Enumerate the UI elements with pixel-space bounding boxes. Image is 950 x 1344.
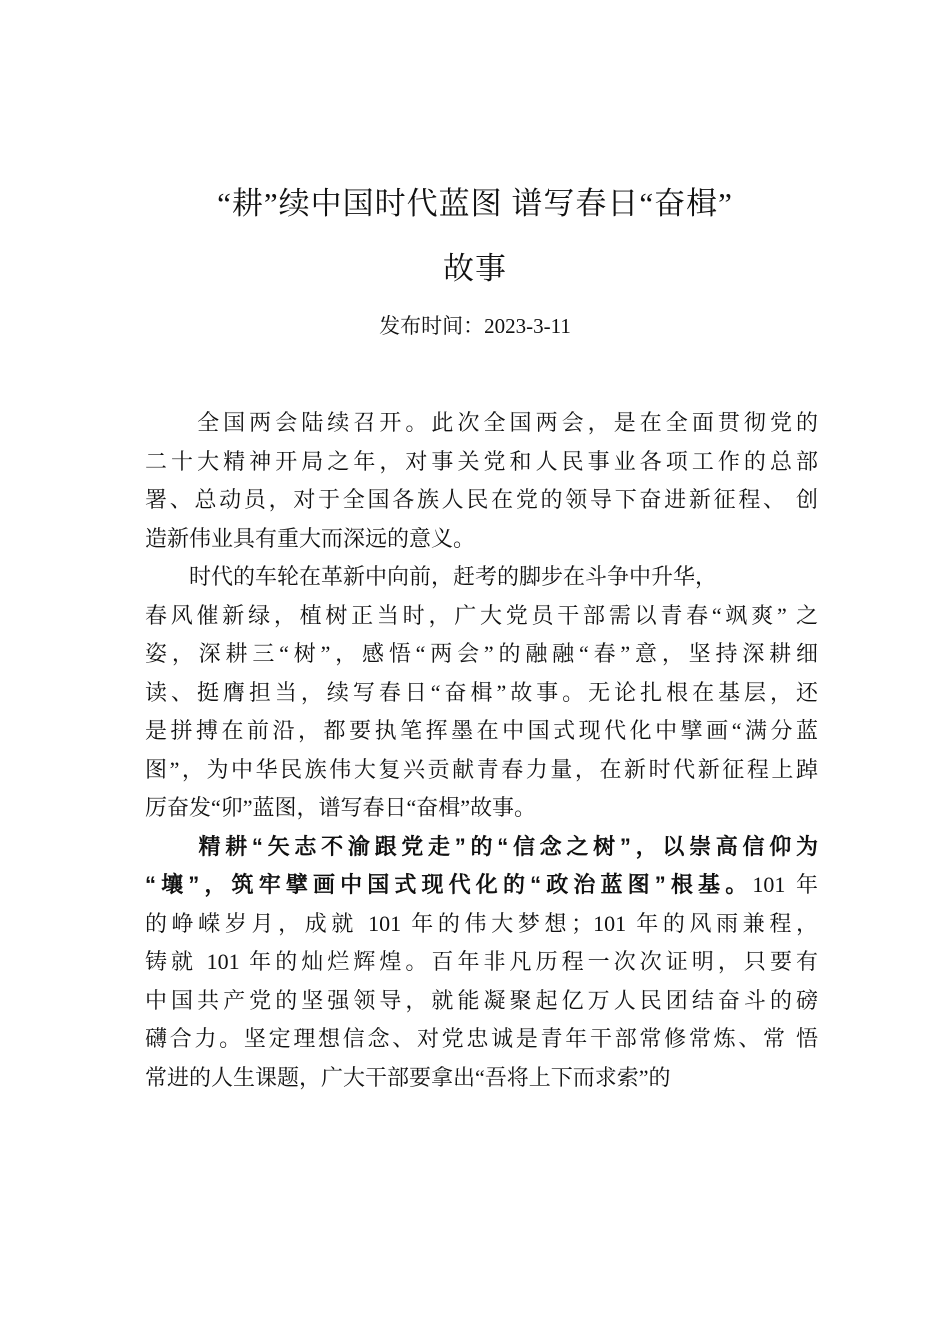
text-line-bold: 精耕“矢志不渝跟党走”的“信念之树”，以崇高信仰为	[145, 833, 818, 859]
text-line: 读、挺膺担当，续写春日“奋楫”故事。无论扎根在基层，还	[145, 679, 818, 705]
bold-text: “壤”，筑牢擘画中国式现代化的“政治蓝图”根基。	[145, 872, 753, 897]
text-line: 中国共产党的坚强领导，就能凝聚起亿万人民团结奋斗的磅	[145, 987, 818, 1013]
text-line: 的峥嵘岁月，成就 101 年的伟大梦想；101 年的风雨兼程，	[145, 910, 818, 936]
text-line: 全国两会陆续召开。此次全国两会，是在全面贯彻党的	[145, 410, 818, 435]
document-title-line-1: “耕”续中国时代蓝图 谱写春日“奋楫”	[217, 186, 733, 221]
text-line: 常进的人生课题，广大干部要拿出“吾将上下而求索”的	[145, 1064, 671, 1090]
paragraph-3	[145, 828, 818, 1098]
normal-text: 101 年	[752, 872, 818, 897]
paragraph-1	[145, 404, 818, 558]
text-line: 礴合力。坚定理想信念、对党忠诚是青年干部常修常炼、常 悟	[145, 1026, 818, 1051]
text-line: 春风催新绿，植树正当时，广大党员干部需以青春“飒爽” 之	[145, 602, 818, 628]
text-line: 时代的车轮在革新中向前，赶考的脚步在斗争中升华，	[145, 564, 718, 589]
text-line: 厉奋发“卯”蓝图，谱写春日“奋楫”故事。	[145, 795, 537, 820]
text-line: 姿，深耕三“树”，感悟“两会”的融融“春”意，坚持深耕细	[145, 641, 818, 666]
text-line-mixed	[145, 866, 818, 905]
article-body	[145, 404, 818, 1097]
text-line: 造新伟业具有重大而深远的意义。	[145, 525, 476, 551]
document-title-line-2: 故事	[443, 251, 507, 286]
text-line: 署、总动员，对于全国各族人民在党的领导下奋进新征程、 创	[145, 487, 818, 512]
text-line: 图”，为中华民族伟大复兴贡献青春力量，在新时代新征程上踔	[145, 756, 818, 782]
text-line: 铸就 101 年的灿烂辉煌。百年非凡历程一次次证明，只要有	[145, 949, 818, 974]
publish-date: 发布时间：2023-3-11	[379, 314, 571, 338]
paragraph-2	[145, 558, 818, 828]
text-line: 是拼搏在前沿，都要执笔挥墨在中国式现代化中擘画“满分蓝	[145, 718, 818, 743]
text-line: 二十大精神开局之年，对事关党和人民事业各项工作的总部	[145, 448, 818, 474]
